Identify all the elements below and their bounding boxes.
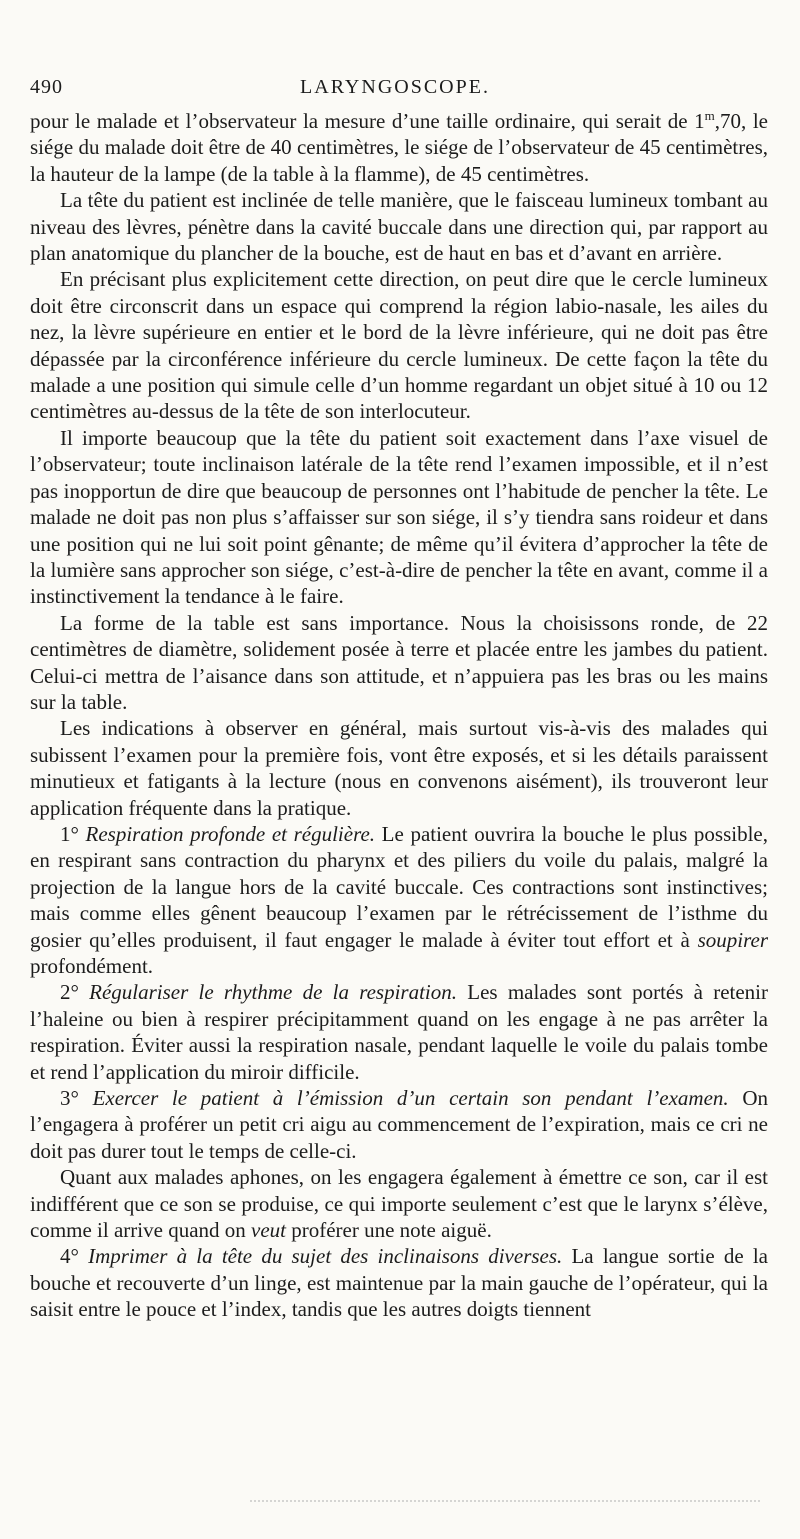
paragraph-text: ,70, le siége du malade doit être de 40 centimètres, le siége de l’observateur de 45 centimètres, la hauteur de la lampe (de la table à la flamme), de 45 centimètres. [30,109,768,186]
emphasis: veut [251,1218,286,1243]
scan-artifact [250,1500,760,1514]
paragraph-continued [30,108,768,187]
page-body [30,108,768,1323]
item-heading: Exercer le patient à l’émission d’un certain son pendant l’examen. [92,1086,729,1111]
paragraph [30,1164,768,1243]
paragraph-text: Quant aux malades aphones, on les engagera également à émettre ce son, car il est indifférent que ce son se produise, ce qui importe seulement c’est que le larynx s’élève, comme il arrive quand on [30,1165,768,1243]
item-heading: Régulariser le rhythme de la respiration. [89,980,458,1005]
running-head: LARYNGOSCOPE. [300,76,490,98]
item-number: 3° [60,1086,93,1111]
item-number: 2° [60,980,90,1005]
paragraph-text: profondément. [30,954,154,978]
paragraph-text: proférer une note aiguë. [286,1218,492,1243]
paragraph: En précisant plus explicitement cette direction, on peut dire que le cercle lumineux doit être circonscrit dans un espace qui comprend la région labio-nasale, les ailes du nez, la lèvre supérieure en entier et le bord de la lèvre inférieure, qui ne doit pas être dépassée par la circonférence inférieure du cercle lumineux. De cette façon la tête du malade a une position qui simule celle d’un homme regardant un objet situé à 10 ou 12 centimètres au-dessus de la tête de son interlocuteur. [30,267,768,424]
paragraph-text: pour le malade et l’observateur la mesure d’une taille ordinaire, qui serait de 1 [30,109,705,133]
paragraph: La forme de la table est sans importance. Nous la choisissons ronde, de 22 centimètres de diamètre, solidement posée à terre et placée entre les jambes du patient. Celui-ci mettra de l’aisance dans son attitude, et n’appuiera pas les bras ou les mains sur la table. [30,610,768,714]
emphasis: soupirer [697,927,768,952]
paragraph-text: Le patient ouvrira la bouche le plus possible, en respirant sans contraction du pharynx et des piliers du voile du palais, malgré la projection de la langue hors de la cavité buccale. Ces contractions sont instinctives; mais comme elles gênent beaucoup l’examen par le rétrécissement de l’isthme du gosier qu’elles produisent, il faut engager le malade à éviter tout effort et à [30,821,768,952]
paragraph-text: Les malades sont portés à retenir l’haleine ou bien à respirer précipitamment quand on les engage à ne pas arrêter la respiration. Éviter aussi la respiration nasale, pendant laquelle le voile du palais tombe et rend l’application du miroir difficile. [30,980,768,1084]
item-heading: Imprimer à la tête du sujet des inclinaisons diverses. [88,1244,563,1269]
paragraph: La tête du patient est inclinée de telle manière, que le faisceau lumineux tombant au niveau des lèvres, pénètre dans la cavité buccale dans une direction qui, par rapport au plan anatomique du plancher de la bouche, est de haut en bas et d’avant en arrière. [30,188,768,266]
page-number: 490 [30,76,63,98]
item-number: 1° [60,821,86,846]
paragraph-text: La langue sortie de la bouche et recouverte d’un linge, est maintenue par la main gauche de l’opérateur, qui la saisit entre le pouce et l’index, tandis que les autres doigts tiennent [30,1244,768,1322]
numbered-paragraph [30,979,768,1085]
paragraph: Il importe beaucoup que la tête du patient soit exactement dans l’axe visuel de l’observateur; toute inclinaison latérale de la tête rend l’examen impossible, et il n’est pas inopportun de dire que beaucoup de personnes ont l’habitude de pencher la tête. Le malade ne doit pas non plus s’affaisser sur son siége, il s’y tiendra sans roideur et dans une position qui ne lui soit point gênante; de même qu’il évitera d’approcher la tête de la lumière sans approcher son siége, c’est-à-dire de pencher la tête en avant, comme il a instinctivement la tendance à le faire. [30,425,768,609]
page-header [30,72,760,102]
item-heading: Respiration profonde et régulière. [85,821,376,846]
numbered-paragraph [30,1243,768,1322]
item-number: 4° [60,1244,89,1269]
superscript-unit: m [704,108,715,123]
numbered-paragraph [30,821,768,979]
paragraph: Les indications à observer en général, mais surtout vis-à-vis des malades qui subissent l’examen pour la première fois, vont être exposés, et si les détails paraissent minutieux et fatigants à la lecture (nous en convenons aisément), ils trouveront leur application fréquente dans la pratique. [30,716,768,820]
numbered-paragraph [30,1085,768,1164]
paragraph-text: On l’engagera à proférer un petit cri aigu au commencement de l’expiration, mais ce cri ne doit pas durer tout le temps de celle-ci. [30,1086,768,1163]
